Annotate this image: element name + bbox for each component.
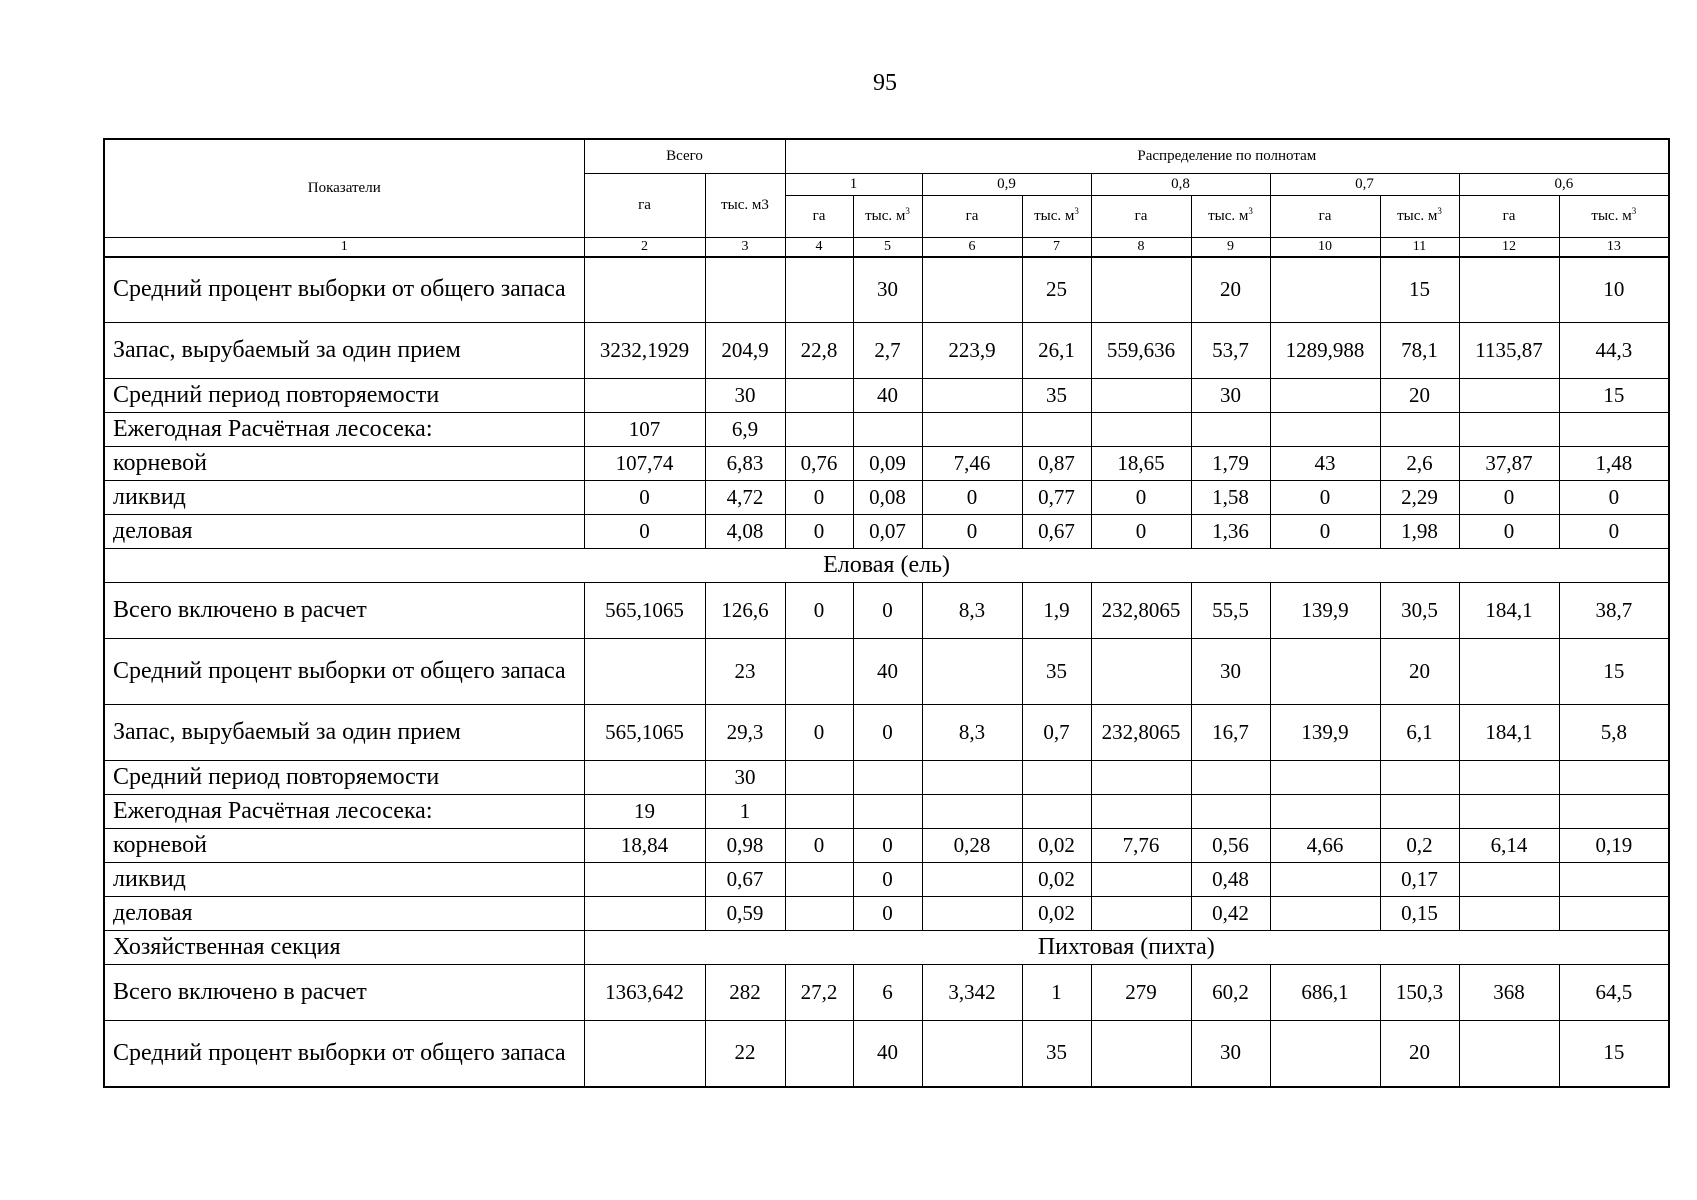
subheader-m3: тыс. $м^3$	[1380, 195, 1459, 237]
subheader-ha: га	[785, 195, 853, 237]
table-cell: 10	[1559, 257, 1669, 323]
table-cell	[1459, 863, 1559, 897]
table-row	[104, 761, 1669, 795]
table-cell: 6	[853, 965, 922, 1021]
table-cell: 0	[922, 515, 1022, 549]
column-number: 5	[853, 237, 922, 257]
table-cell	[1459, 795, 1559, 829]
table-cell	[922, 795, 1022, 829]
table-cell: 18,65	[1091, 447, 1191, 481]
table-cell: 282	[705, 965, 785, 1021]
row-label: Всего включено в расчет	[104, 583, 584, 639]
subheader-ha: га	[922, 195, 1022, 237]
table-cell: 686,1	[1270, 965, 1380, 1021]
table-cell: 184,1	[1459, 705, 1559, 761]
table-cell: 8,3	[922, 583, 1022, 639]
table-cell: 22,8	[785, 323, 853, 379]
column-number: 11	[1380, 237, 1459, 257]
table-cell	[584, 863, 705, 897]
column-number: 4	[785, 237, 853, 257]
density-0-7: 0,7	[1270, 173, 1459, 195]
table-row	[104, 447, 1669, 481]
table-cell	[785, 1021, 853, 1087]
table-cell: 232,8065	[1091, 705, 1191, 761]
density-0-8: 0,8	[1091, 173, 1270, 195]
table-cell	[1091, 413, 1191, 447]
table-cell: 0	[785, 481, 853, 515]
table-cell	[922, 379, 1022, 413]
table-cell: 0,02	[1022, 829, 1091, 863]
table-cell: 0	[1091, 515, 1191, 549]
table-cell	[853, 761, 922, 795]
table-cell: 0	[922, 481, 1022, 515]
table-cell: 1,79	[1191, 447, 1270, 481]
table-cell	[1091, 795, 1191, 829]
table-cell: 223,9	[922, 323, 1022, 379]
table-cell: 1,9	[1022, 583, 1091, 639]
table-row	[104, 965, 1669, 1021]
table-cell: 30,5	[1380, 583, 1459, 639]
header-distribution: Распределение по полнотам	[785, 139, 1669, 173]
table-cell: 4,08	[705, 515, 785, 549]
table-cell: 15	[1559, 1021, 1669, 1087]
table-cell: 4,66	[1270, 829, 1380, 863]
row-label: Средний период повторяемости	[104, 379, 584, 413]
table-cell: 126,6	[705, 583, 785, 639]
table-cell: 0,76	[785, 447, 853, 481]
table-cell	[1091, 897, 1191, 931]
column-number: 8	[1091, 237, 1191, 257]
table-cell	[1459, 257, 1559, 323]
row-label: Средний процент выборки от общего запаса	[104, 1021, 584, 1087]
table-cell: 0	[1270, 481, 1380, 515]
table-cell	[584, 639, 705, 705]
table-cell: 0	[584, 515, 705, 549]
table-cell: 0,09	[853, 447, 922, 481]
table-cell: 0	[1459, 515, 1559, 549]
row-label: ликвид	[104, 481, 584, 515]
table-cell	[922, 1021, 1022, 1087]
table-cell	[1459, 413, 1559, 447]
table-row	[104, 705, 1669, 761]
table-cell: 0	[785, 705, 853, 761]
table-cell: 368	[1459, 965, 1559, 1021]
table-cell: 1	[1022, 965, 1091, 1021]
table-cell: 0	[1559, 481, 1669, 515]
table-cell: 0,59	[705, 897, 785, 931]
table-cell: 0	[785, 515, 853, 549]
table-cell	[1191, 795, 1270, 829]
table-cell: 20	[1380, 1021, 1459, 1087]
table-cell	[1091, 863, 1191, 897]
column-number: 7	[1022, 237, 1091, 257]
table-cell	[922, 413, 1022, 447]
table-cell	[1459, 379, 1559, 413]
table-cell: 0	[853, 897, 922, 931]
row-label: Средний процент выборки от общего запаса	[104, 639, 584, 705]
table-cell: 0,67	[705, 863, 785, 897]
table-cell: 1363,642	[584, 965, 705, 1021]
subheader-m3: тыс. $м^3$	[1022, 195, 1091, 237]
table-cell: 0,2	[1380, 829, 1459, 863]
row-label: корневой	[104, 829, 584, 863]
table-cell	[785, 863, 853, 897]
table-cell	[1270, 761, 1380, 795]
column-numbers-row	[104, 237, 1669, 257]
table-cell: 30	[1191, 1021, 1270, 1087]
table-row	[104, 257, 1669, 323]
table-cell	[922, 863, 1022, 897]
table-cell: 1,98	[1380, 515, 1459, 549]
table-cell: 5,8	[1559, 705, 1669, 761]
table-cell: 0	[1459, 481, 1559, 515]
table-row	[104, 323, 1669, 379]
table-cell: 0,48	[1191, 863, 1270, 897]
table-cell: 20	[1191, 257, 1270, 323]
row-label: Средний период повторяемости	[104, 761, 584, 795]
table-cell	[1270, 639, 1380, 705]
table-cell: 4,72	[705, 481, 785, 515]
section-fir-label: Хозяйственная секция	[104, 931, 584, 965]
table-cell: 40	[853, 379, 922, 413]
table-cell: 2,29	[1380, 481, 1459, 515]
row-label: Средний процент выборки от общего запаса	[104, 257, 584, 323]
table-cell: 559,636	[1091, 323, 1191, 379]
table-cell: 30	[1191, 639, 1270, 705]
table-cell: 38,7	[1559, 583, 1669, 639]
table-row	[104, 639, 1669, 705]
table-row	[104, 829, 1669, 863]
table-row	[104, 1021, 1669, 1087]
table-cell: 22	[705, 1021, 785, 1087]
table-cell: 53,7	[1191, 323, 1270, 379]
table-cell	[584, 897, 705, 931]
table-cell: 0,42	[1191, 897, 1270, 931]
table-cell: 30	[705, 761, 785, 795]
table-cell	[1270, 1021, 1380, 1087]
table-cell	[584, 379, 705, 413]
table-cell: 37,87	[1459, 447, 1559, 481]
table-cell: 20	[1380, 639, 1459, 705]
table-cell: 0,87	[1022, 447, 1091, 481]
table-cell	[1270, 257, 1380, 323]
table-cell: 35	[1022, 1021, 1091, 1087]
table-row	[104, 863, 1669, 897]
density-0-6: 0,6	[1459, 173, 1669, 195]
table-cell: 40	[853, 1021, 922, 1087]
table-cell: 0	[853, 829, 922, 863]
column-number: 10	[1270, 237, 1380, 257]
row-label: Ежегодная Расчётная лесосека:	[104, 413, 584, 447]
table-cell: 107	[584, 413, 705, 447]
table-cell: 15	[1559, 379, 1669, 413]
table-cell	[584, 1021, 705, 1087]
page-number: 95	[873, 70, 897, 96]
table-cell: 0,7	[1022, 705, 1091, 761]
table-cell	[922, 897, 1022, 931]
column-number: 13	[1559, 237, 1669, 257]
table-body-c	[104, 965, 1669, 1087]
table-cell: 18,84	[584, 829, 705, 863]
header-indicators: Показатели	[104, 139, 584, 237]
column-number: 6	[922, 237, 1022, 257]
table-row	[104, 413, 1669, 447]
table-cell: 78,1	[1380, 323, 1459, 379]
table-cell	[1022, 413, 1091, 447]
table-row	[104, 583, 1669, 639]
table-cell: 150,3	[1380, 965, 1459, 1021]
column-number: 9	[1191, 237, 1270, 257]
table-cell: 1,58	[1191, 481, 1270, 515]
table-cell	[1459, 1021, 1559, 1087]
table-cell: 8,3	[922, 705, 1022, 761]
table-cell	[1559, 795, 1669, 829]
table-cell	[1559, 863, 1669, 897]
header-total-m3: тыс. м3	[705, 173, 785, 237]
table-cell: 0,02	[1022, 897, 1091, 931]
subheader-ha: га	[1270, 195, 1380, 237]
table-cell: 565,1065	[584, 705, 705, 761]
table-cell: 19	[584, 795, 705, 829]
row-label: Запас, вырубаемый за один прием	[104, 705, 584, 761]
table-cell	[1091, 379, 1191, 413]
table-cell	[1270, 897, 1380, 931]
table-cell	[1022, 761, 1091, 795]
table-row	[104, 515, 1669, 549]
table-cell: 279	[1091, 965, 1191, 1021]
table-cell: 26,1	[1022, 323, 1091, 379]
table-cell	[1459, 639, 1559, 705]
section-spruce: Еловая (ель)	[104, 549, 1669, 583]
table-cell: 0	[584, 481, 705, 515]
table-cell	[1022, 795, 1091, 829]
table-cell	[922, 257, 1022, 323]
table-cell	[1270, 863, 1380, 897]
forest-table	[103, 138, 1670, 1088]
table-cell: 15	[1380, 257, 1459, 323]
table-cell: 64,5	[1559, 965, 1669, 1021]
row-label: корневой	[104, 447, 584, 481]
row-label: ликвид	[104, 863, 584, 897]
table-cell: 15	[1559, 639, 1669, 705]
table-cell: 139,9	[1270, 583, 1380, 639]
header-total-ha: га	[584, 173, 705, 237]
table-cell	[1270, 413, 1380, 447]
subheader-ha: га	[1091, 195, 1191, 237]
table-cell: 184,1	[1459, 583, 1559, 639]
table-cell: 44,3	[1559, 323, 1669, 379]
subheader-ha: га	[1459, 195, 1559, 237]
table-cell	[785, 257, 853, 323]
table-cell: 27,2	[785, 965, 853, 1021]
table-cell: 3232,1929	[584, 323, 705, 379]
table-cell	[785, 413, 853, 447]
table-cell: 0	[1270, 515, 1380, 549]
table-cell: 0	[853, 705, 922, 761]
table-cell: 1289,988	[1270, 323, 1380, 379]
table-cell: 7,46	[922, 447, 1022, 481]
table-cell: 0,15	[1380, 897, 1459, 931]
section-fir-title: Пихтовая (пихта)	[584, 931, 1669, 965]
subheader-m3: тыс. $м^3$	[1191, 195, 1270, 237]
table-cell	[785, 795, 853, 829]
subheader-m3: тыс. $м^3$	[1559, 195, 1669, 237]
table-cell: 6,9	[705, 413, 785, 447]
table-cell: 6,83	[705, 447, 785, 481]
table-cell: 1,36	[1191, 515, 1270, 549]
table-cell: 0,07	[853, 515, 922, 549]
table-cell	[1270, 379, 1380, 413]
table-cell	[1459, 761, 1559, 795]
table-cell: 20	[1380, 379, 1459, 413]
table-cell: 0,02	[1022, 863, 1091, 897]
table-cell: 139,9	[1270, 705, 1380, 761]
column-number: 1	[104, 237, 584, 257]
row-label: Ежегодная Расчётная лесосека:	[104, 795, 584, 829]
table-cell	[1380, 795, 1459, 829]
table-cell: 0,98	[705, 829, 785, 863]
table-cell	[853, 413, 922, 447]
table-cell: 60,2	[1191, 965, 1270, 1021]
table-cell	[1559, 413, 1669, 447]
table-cell: 204,9	[705, 323, 785, 379]
table-cell: 16,7	[1191, 705, 1270, 761]
table-cell: 7,76	[1091, 829, 1191, 863]
table-cell	[922, 639, 1022, 705]
table-cell: 0	[785, 829, 853, 863]
table-cell	[1559, 897, 1669, 931]
table-cell: 55,5	[1191, 583, 1270, 639]
row-label: деловая	[104, 897, 584, 931]
table-cell: 6,14	[1459, 829, 1559, 863]
row-label: Всего включено в расчет	[104, 965, 584, 1021]
table-cell	[785, 761, 853, 795]
table-cell: 565,1065	[584, 583, 705, 639]
table-cell: 1,48	[1559, 447, 1669, 481]
table-cell: 30	[853, 257, 922, 323]
table-cell: 2,7	[853, 323, 922, 379]
table-cell	[1191, 761, 1270, 795]
table-row	[104, 379, 1669, 413]
table-cell	[785, 639, 853, 705]
table-cell: 0	[1091, 481, 1191, 515]
table-cell	[1191, 413, 1270, 447]
table-cell: 35	[1022, 379, 1091, 413]
table-cell: 3,342	[922, 965, 1022, 1021]
table-cell: 107,74	[584, 447, 705, 481]
table-cell	[922, 761, 1022, 795]
table-cell: 30	[705, 379, 785, 413]
table-cell	[1380, 413, 1459, 447]
header-total: Всего	[584, 139, 785, 173]
table-cell: 0,67	[1022, 515, 1091, 549]
table-cell	[584, 257, 705, 323]
table-cell	[853, 795, 922, 829]
table-cell: 0,08	[853, 481, 922, 515]
subheader-m3: тыс. $м^3$	[853, 195, 922, 237]
table-cell: 0	[1559, 515, 1669, 549]
table-cell: 0	[785, 583, 853, 639]
table-cell	[705, 257, 785, 323]
table-cell	[1091, 639, 1191, 705]
table-body-b	[104, 583, 1669, 931]
table-body-a	[104, 257, 1669, 549]
density-0-9: 0,9	[922, 173, 1091, 195]
table-cell	[785, 897, 853, 931]
row-label: Запас, вырубаемый за один прием	[104, 323, 584, 379]
table-cell: 2,6	[1380, 447, 1459, 481]
table-cell	[1270, 795, 1380, 829]
column-number: 2	[584, 237, 705, 257]
table-cell: 6,1	[1380, 705, 1459, 761]
table-cell: 0,17	[1380, 863, 1459, 897]
table-cell: 29,3	[705, 705, 785, 761]
table-cell: 43	[1270, 447, 1380, 481]
table-cell: 0,56	[1191, 829, 1270, 863]
table-cell: 0,19	[1559, 829, 1669, 863]
table-cell: 0	[853, 863, 922, 897]
table-cell	[1559, 761, 1669, 795]
table-cell: 25	[1022, 257, 1091, 323]
table-row	[104, 795, 1669, 829]
table-cell: 0	[853, 583, 922, 639]
table-cell: 0,28	[922, 829, 1022, 863]
table-cell	[584, 761, 705, 795]
table-cell: 232,8065	[1091, 583, 1191, 639]
table-cell	[1380, 761, 1459, 795]
table-cell: 35	[1022, 639, 1091, 705]
density-1: 1	[785, 173, 922, 195]
column-number: 12	[1459, 237, 1559, 257]
table-cell: 40	[853, 639, 922, 705]
table-cell	[785, 379, 853, 413]
column-number: 3	[705, 237, 785, 257]
table-cell: 30	[1191, 379, 1270, 413]
table-row	[104, 897, 1669, 931]
table-cell: 23	[705, 639, 785, 705]
table-cell	[1091, 257, 1191, 323]
row-label: деловая	[104, 515, 584, 549]
table-cell	[1091, 761, 1191, 795]
table-cell: 1135,87	[1459, 323, 1559, 379]
table-cell	[1091, 1021, 1191, 1087]
table-cell: 1	[705, 795, 785, 829]
table-row	[104, 481, 1669, 515]
table-cell: 0,77	[1022, 481, 1091, 515]
table-cell	[1459, 897, 1559, 931]
